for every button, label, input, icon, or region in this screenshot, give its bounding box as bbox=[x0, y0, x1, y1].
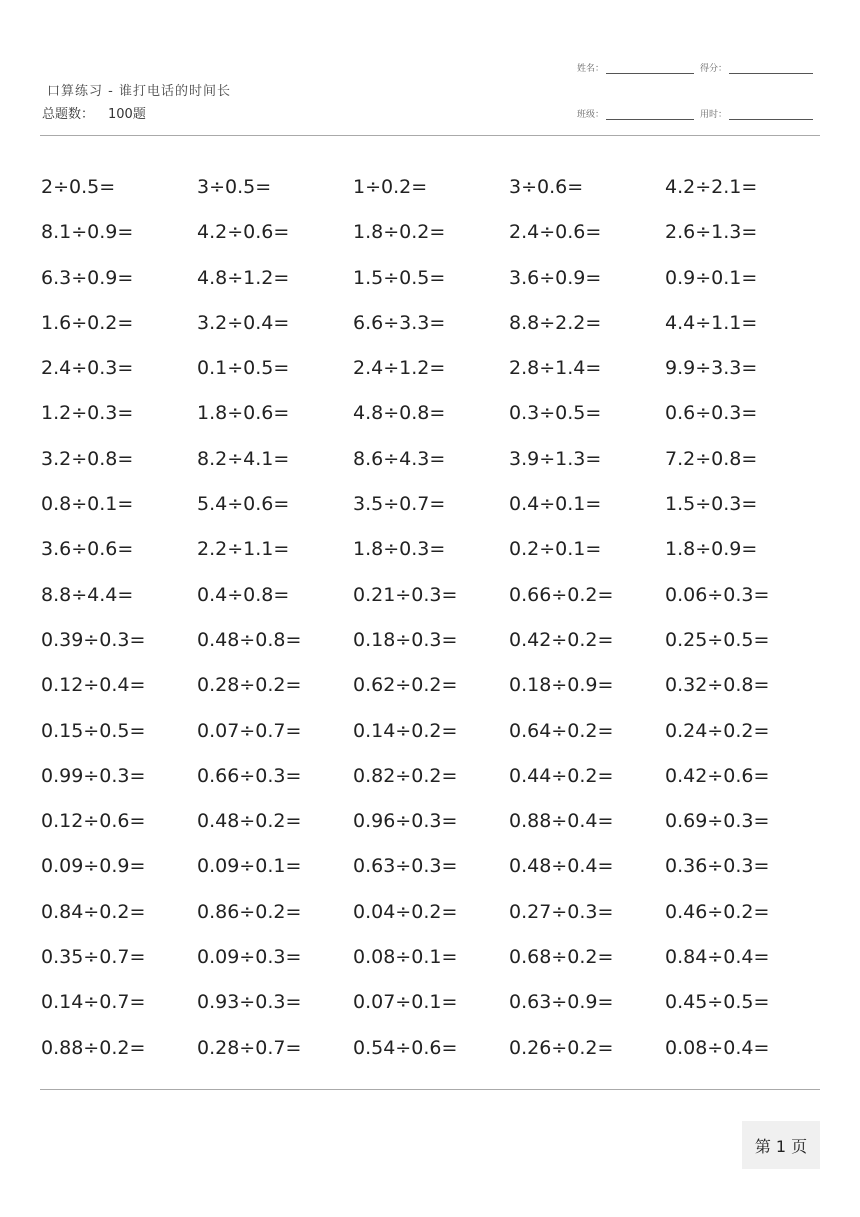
problem-item: 0.09÷0.3= bbox=[197, 946, 302, 969]
problem-item: 0.93÷0.3= bbox=[197, 991, 302, 1014]
time-field[interactable] bbox=[700, 107, 813, 120]
problem-item: 3.5÷0.7= bbox=[353, 493, 446, 516]
problem-item: 1.5÷0.3= bbox=[665, 493, 758, 516]
problem-item: 5.4÷0.6= bbox=[197, 493, 290, 516]
problem-item: 3÷0.6= bbox=[509, 176, 584, 198]
problem-item: 0.12÷0.6= bbox=[41, 810, 146, 833]
problem-item: 3.6÷0.6= bbox=[41, 538, 134, 561]
problem-item: 0.09÷0.1= bbox=[197, 855, 302, 878]
problem-item: 0.66÷0.3= bbox=[197, 764, 302, 787]
name-label: 姓名： bbox=[577, 64, 605, 74]
problem-item: 0.2÷0.1= bbox=[509, 538, 602, 561]
problem-item: 0.4÷0.1= bbox=[509, 493, 602, 516]
problem-item: 0.08÷0.1= bbox=[353, 946, 458, 969]
problem-item: 8.2÷4.1= bbox=[197, 447, 290, 470]
problem-item: 0.18÷0.3= bbox=[353, 628, 458, 651]
problem-item: 1.8÷0.2= bbox=[353, 221, 446, 244]
class-label: 班级： bbox=[577, 110, 605, 120]
problem-item: 0.66÷0.2= bbox=[509, 583, 614, 606]
header-divider bbox=[40, 135, 820, 136]
problem-item: 0.48÷0.2= bbox=[197, 810, 302, 833]
problem-item: 0.54÷0.6= bbox=[353, 1036, 458, 1059]
problem-item: 3÷0.5= bbox=[197, 176, 272, 198]
problem-item: 7.2÷0.8= bbox=[665, 447, 758, 470]
problem-item: 2.2÷1.1= bbox=[197, 538, 290, 561]
footer-divider bbox=[40, 1089, 820, 1090]
problem-item: 0.36÷0.3= bbox=[665, 855, 770, 878]
problem-item: 0.04÷0.2= bbox=[353, 900, 458, 923]
problem-item: 0.86÷0.2= bbox=[197, 900, 302, 923]
problem-item: 0.44÷0.2= bbox=[509, 764, 614, 787]
name-field[interactable] bbox=[577, 61, 694, 74]
problem-item: 0.6÷0.3= bbox=[665, 402, 758, 425]
page-number: 第 1 页 bbox=[742, 1121, 820, 1169]
problem-item: 0.62÷0.2= bbox=[353, 674, 458, 697]
problem-item: 0.48÷0.8= bbox=[197, 628, 302, 651]
total-count: 100题 bbox=[108, 107, 146, 122]
problem-item: 4.8÷1.2= bbox=[197, 266, 290, 289]
total-label: 总题数： bbox=[42, 107, 95, 122]
problem-item: 6.3÷0.9= bbox=[41, 266, 134, 289]
problem-item: 0.42÷0.2= bbox=[509, 628, 614, 651]
problem-item: 0.07÷0.7= bbox=[197, 719, 302, 742]
problem-item: 4.2÷0.6= bbox=[197, 221, 290, 244]
problem-item: 0.96÷0.3= bbox=[353, 810, 458, 833]
problem-item: 1.8÷0.9= bbox=[665, 538, 758, 561]
problem-item: 0.27÷0.3= bbox=[509, 900, 614, 923]
problem-item: 0.63÷0.3= bbox=[353, 855, 458, 878]
problem-item: 6.6÷3.3= bbox=[353, 311, 446, 334]
problem-item: 0.14÷0.7= bbox=[41, 991, 146, 1014]
score-label: 得分： bbox=[700, 64, 728, 74]
problem-item: 0.42÷0.6= bbox=[665, 764, 770, 787]
problem-item: 2.4÷0.3= bbox=[41, 357, 134, 380]
problem-item: 1.6÷0.2= bbox=[41, 311, 134, 334]
problem-item: 0.45÷0.5= bbox=[665, 991, 770, 1014]
problem-item: 0.26÷0.2= bbox=[509, 1036, 614, 1059]
problem-item: 0.1÷0.5= bbox=[197, 357, 290, 380]
problem-item: 0.84÷0.2= bbox=[41, 900, 146, 923]
problem-item: 0.84÷0.4= bbox=[665, 946, 770, 969]
problem-item: 0.88÷0.2= bbox=[41, 1036, 146, 1059]
problem-item: 0.8÷0.1= bbox=[41, 493, 134, 516]
problem-item: 0.69÷0.3= bbox=[665, 810, 770, 833]
problem-item: 2.6÷1.3= bbox=[665, 221, 758, 244]
problem-item: 4.2÷2.1= bbox=[665, 176, 758, 198]
time-label: 用时： bbox=[700, 110, 728, 120]
problem-item: 8.8÷4.4= bbox=[41, 583, 134, 606]
problem-item: 0.88÷0.4= bbox=[509, 810, 614, 833]
problem-item: 4.4÷1.1= bbox=[665, 311, 758, 334]
problem-item: 3.2÷0.8= bbox=[41, 447, 134, 470]
problem-item: 0.12÷0.4= bbox=[41, 674, 146, 697]
problem-item: 0.32÷0.8= bbox=[665, 674, 770, 697]
problem-item: 2÷0.5= bbox=[41, 176, 116, 198]
name-blank[interactable] bbox=[606, 63, 694, 74]
problem-item: 0.09÷0.9= bbox=[41, 855, 146, 878]
worksheet-title: 口算练习 - 谁打电话的时间长 bbox=[47, 84, 231, 99]
problem-item: 2.4÷1.2= bbox=[353, 357, 446, 380]
problem-item: 0.39÷0.3= bbox=[41, 628, 146, 651]
problem-item: 0.08÷0.4= bbox=[665, 1036, 770, 1059]
problem-item: 0.48÷0.4= bbox=[509, 855, 614, 878]
problem-item: 4.8÷0.8= bbox=[353, 402, 446, 425]
problem-item: 0.18÷0.9= bbox=[509, 674, 614, 697]
problem-item: 0.68÷0.2= bbox=[509, 946, 614, 969]
problem-item: 0.63÷0.9= bbox=[509, 991, 614, 1014]
problem-item: 1.8÷0.3= bbox=[353, 538, 446, 561]
class-blank[interactable] bbox=[606, 109, 694, 120]
problem-item: 0.25÷0.5= bbox=[665, 628, 770, 651]
problem-item: 9.9÷3.3= bbox=[665, 357, 758, 380]
problem-item: 1.8÷0.6= bbox=[197, 402, 290, 425]
problem-item: 1÷0.2= bbox=[353, 176, 428, 198]
problem-item: 8.6÷4.3= bbox=[353, 447, 446, 470]
total-questions bbox=[42, 103, 146, 122]
problem-item: 0.14÷0.2= bbox=[353, 719, 458, 742]
class-field[interactable] bbox=[577, 107, 694, 120]
problem-item: 0.21÷0.3= bbox=[353, 583, 458, 606]
problem-item: 0.35÷0.7= bbox=[41, 946, 146, 969]
problem-item: 2.4÷0.6= bbox=[509, 221, 602, 244]
problem-item: 1.2÷0.3= bbox=[41, 402, 134, 425]
problem-item: 2.8÷1.4= bbox=[509, 357, 602, 380]
problem-item: 3.2÷0.4= bbox=[197, 311, 290, 334]
problem-item: 0.28÷0.7= bbox=[197, 1036, 302, 1059]
problem-item: 0.07÷0.1= bbox=[353, 991, 458, 1014]
problem-grid bbox=[41, 163, 821, 1069]
problem-item: 0.28÷0.2= bbox=[197, 674, 302, 697]
problem-item: 0.82÷0.2= bbox=[353, 764, 458, 787]
problem-item: 3.6÷0.9= bbox=[509, 266, 602, 289]
time-blank[interactable] bbox=[729, 109, 813, 120]
problem-item: 0.46÷0.2= bbox=[665, 900, 770, 923]
problem-item: 0.64÷0.2= bbox=[509, 719, 614, 742]
problem-item: 0.06÷0.3= bbox=[665, 583, 770, 606]
problem-item: 0.3÷0.5= bbox=[509, 402, 602, 425]
problem-item: 0.99÷0.3= bbox=[41, 764, 146, 787]
score-field[interactable] bbox=[700, 61, 813, 74]
problem-item: 3.9÷1.3= bbox=[509, 447, 602, 470]
problem-item: 0.4÷0.8= bbox=[197, 583, 290, 606]
problem-item: 0.9÷0.1= bbox=[665, 266, 758, 289]
problem-item: 8.8÷2.2= bbox=[509, 311, 602, 334]
problem-item: 0.15÷0.5= bbox=[41, 719, 146, 742]
problem-item: 1.5÷0.5= bbox=[353, 266, 446, 289]
problem-item: 0.24÷0.2= bbox=[665, 719, 770, 742]
score-blank[interactable] bbox=[729, 63, 813, 74]
problem-item: 8.1÷0.9= bbox=[41, 221, 134, 244]
